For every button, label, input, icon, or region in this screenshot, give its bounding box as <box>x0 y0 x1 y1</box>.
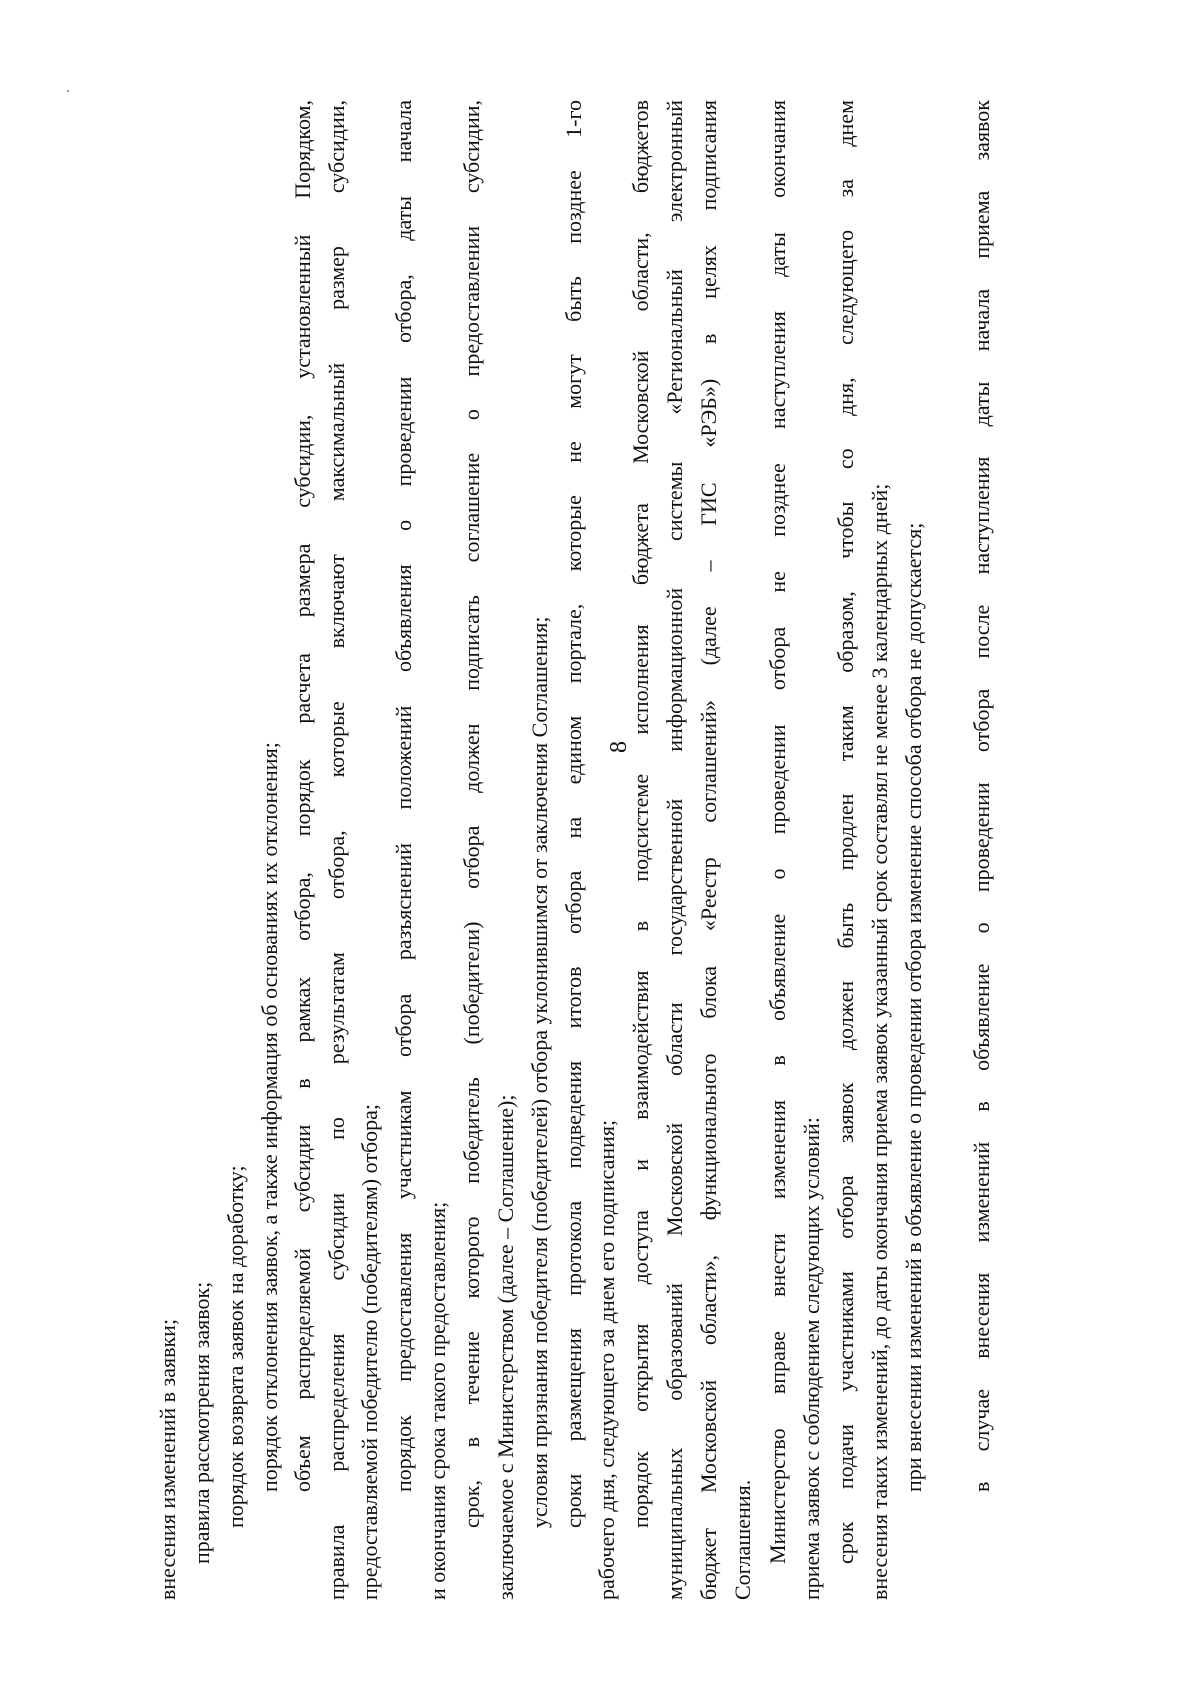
text-line: порядок открытия доступа и взаимодействия в подсистеме исполнения бюджета Московской области, бюджетов <box>628 100 653 1528</box>
text-line: порядок предоставления участникам отбора разъяснений положений объявления о проведении отбора, даты начала <box>391 100 416 1492</box>
text-line: Соглашения. <box>730 1479 755 1600</box>
text-line: срок подачи участниками отбора заявок должен быть продлен таким образом, чтобы со дня, следующего за днем <box>833 100 858 1564</box>
scan-speck <box>67 90 69 92</box>
text-line: муниципальных образований Московской области государственной информационной системы «Региональный электронный <box>662 100 687 1600</box>
text-line: правила распределения субсидии по результатам отбора, которые включают максимальный размер субсидии, <box>324 100 349 1600</box>
text-line: сроки размещения протокола подведения итогов отбора на едином портале, которые не могут быть позднее 1-го <box>561 100 586 1528</box>
text-line: заключаемое с Министерством (далее – Соглашение); <box>493 1094 518 1600</box>
text-line: объем распределяемой субсидии в рамках отбора, порядок расчета размера субсидии, установленный Порядком, <box>290 100 315 1492</box>
text-line: приема заявок с соблюдением следующих условий: <box>799 1117 824 1600</box>
text-line: внесения изменений в заявки; <box>155 1318 180 1600</box>
text-line: порядок отклонения заявок, а также информация об основаниях их отклонения; <box>257 742 282 1492</box>
text-line: в случае внесения изменений в объявление о проведении отбора после наступления даты начала приема заявок <box>969 100 994 1492</box>
text-line: бюджет Московской области», функционального блока «Реестр соглашений» (далее – ГИС «РЭБ») в целях подписания <box>696 100 721 1600</box>
rotated-text-block <box>145 100 1005 1600</box>
text-line: внесения таких изменений, до даты окончания приема заявок указанный срок составлял не менее 3 календарных дней; <box>867 483 892 1600</box>
text-line: правила рассмотрения заявок; <box>189 1281 214 1564</box>
page-number: 8 <box>606 741 632 753</box>
text-line: рабочего дня, следующего за днем его подписания; <box>594 1119 619 1600</box>
text-line: при внесении изменений в объявление о проведении отбора изменение способа отбора не допускается; <box>901 522 926 1492</box>
text-line: срок, в течение которого победитель (победители) отбора должен подписать соглашение о предоставлении субсидии, <box>459 100 484 1528</box>
text-line: и окончания срока такого предоставления; <box>425 1201 450 1600</box>
text-line: предоставляемой победителю (победителям) отбора; <box>357 1103 382 1600</box>
text-line: Министерство вправе внести изменения в объявление о проведении отбора не позднее наступления даты окончания <box>765 100 790 1564</box>
text-line: порядок возврата заявок на доработку; <box>223 1165 248 1528</box>
text-line: условия признания победителя (победителей) отбора уклонившимся от заключения Соглашения; <box>527 616 552 1528</box>
